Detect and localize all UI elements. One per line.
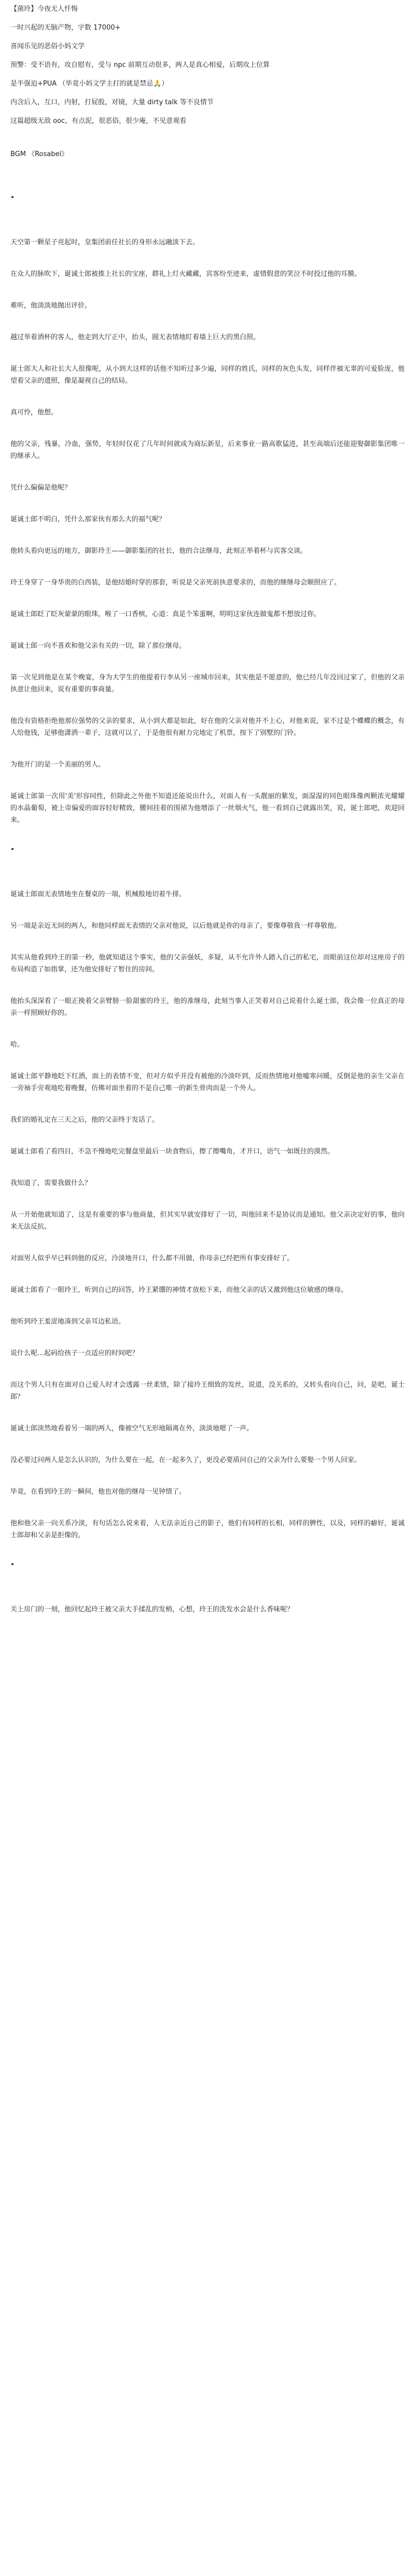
warning-line-2: 是半强迫+PUA （毕竟小妈文学主打的就是禁忌🙏） (10, 80, 169, 88)
story-paragraph: 诞诚士郎不明白，凭什么那家伙有那么大的福气呢？ (10, 516, 166, 523)
story-paragraph: 对面男人似乎早已料到他的反应，泠淡地开口，什么都不用做，你母亲已经把所有事安排好了。 (10, 1255, 294, 1262)
story-paragraph: 第一次见到他是在某个晚宴，身为大学生的他提着行李从另一座城市回来，其实他是不愿意的，他已经几年没回过家了，但他的父亲执意让他回来，说有重要的事商量。 (10, 674, 405, 693)
document-title: 【菌玲】今夜无人忏悔 (10, 5, 78, 13)
story-paragraph: 难听，他淡淡地抛出评价。 (10, 302, 92, 310)
word-count-line: 一时兴起的无脑产物，字数 17000+ (10, 24, 121, 32)
story-paragraph: 诞诚士郎第一次用'美'形容同性，但除此之外他不知道还能说出什么，对面人有一头靓丽的紫发，面湿湿的同色眼珠像两颗浓光耀耀的水晶葡萄，被上帝偏爱的面容轻好精致，腰间挂着的围裙为他增添了一丝烟火气，他一看到自己就露出笑，说，诞士郎吧，欢迎回来。 (10, 792, 405, 824)
story-paragraph: 在众人的脉吹下，诞诚士郎被推上社长的宝座，群礼上灯火藏藏，宾客纷至迹来，虚情假意的笑泣不时投过他的耳膜。 (10, 270, 362, 278)
story-paragraph: 诞诚士郎一向不喜欢和他父亲有关的一切，除了那位继母。 (10, 642, 186, 650)
ooc-notice-line: 这篇超级无敌 ooc，有点泥，很恶俗，很少庵，不见意观看 (10, 117, 187, 125)
content-tags-line: 内含后入，互口，内射，打屁股，对镜，大量 dirty talk 等不良情节 (10, 99, 214, 106)
story-paragraph: 越过举着酒杯的客人，他走到大厅正中，抬头，圆无表情地盯着墙上巨大的黑白照。 (10, 333, 260, 341)
story-paragraph: 玲王身穿了一身华贵的白西装，是他结婚时穿的那套，听说是父亲死前执意要求的，而他的继继母会顺照应了。 (10, 579, 341, 587)
divider-dot (11, 848, 13, 850)
story-paragraph: 另一端是亲近无间的两人，和他同样面无表情的父亲对他说，以后他就是你的母亲了，要像尊敬我一样尊敬他。 (10, 922, 341, 930)
story-paragraph: 诞诚士郎淡然地看着另一端的两人，像被空气无形地隔离在外，淡淡地嗯了一声。 (10, 1425, 254, 1432)
story-paragraph: 其实从他看到玲王的第一秒，他就知道这个事实，他的父亲强妖，多疑，从不允许外人踏入自己的私宅，而眼前这位却对这座房子的布局构造了如指掌，还为他安排好了暂住的房间。 (10, 954, 405, 973)
story-paragraph: 诞诚士郎面无表情地坐在餐桌的一端，机械般地切着牛排。 (10, 890, 186, 898)
story-paragraph: 没必要过问两人是怎么认识的，为什么要在一起，在一起多久了，更没必要质问自己的父亲为什么要娶一个男人回家。 (10, 1456, 362, 1464)
story-paragraph: 而这个男人只有在面对自己爱人时才会透露一丝柔情，除了接玲王细致的发丝，说道，没关系的，又转头看向自己，问，是吧，诞士郎？ (10, 1381, 405, 1401)
story-paragraph: 天空第一颗星子亮起时，皇集团前任社长的身形永远融淡下去。 (10, 239, 200, 246)
warning-line: 预警：受不语有，攻自慰有，受与 npc 前期互动很多，两人是真心相爱，后期攻上位算 (10, 61, 270, 69)
story-paragraph: 从一开始他就知道了，这是有重要的事与他商量，但其实早就安排好了一切，叫他回来不是协议而是通知。他父亲决定好的事，他向来无法反抗。 (10, 1211, 405, 1231)
section-divider (10, 1561, 405, 1567)
divider-dot (11, 1563, 13, 1565)
story-paragraph: 为他开门的是一个美丽的男人。 (10, 761, 105, 769)
story-paragraph: 毕竟，在看到玲王的一瞬间，他也对他的继母一见钟情了。 (10, 1488, 186, 1496)
bgm-line: BGM 《Rosabel》 (10, 150, 68, 158)
story-paragraph: 我知道了，需要我做什么？ (10, 1179, 92, 1187)
genre-line: 喜闻乐见的恶俗小妈文学 (10, 43, 85, 50)
story-paragraph: 真可怜，他想。 (10, 409, 58, 416)
story-paragraph: 诞诚士郎眨了眨灰蒙蒙的眼珠，喉了一口香槟，心道：真是个笨蛋啊，明明这家伙连做鬼都不想放过你。 (10, 610, 321, 618)
story-paragraph: 他抬头深深看了一眼正挽着父亲臂膀一脸甜蜜的玲王，他的准继母，此刻当事人正笑着对自己说着什么诞士郎，我会像一位真正的母亲一样照顾好你的。 (10, 997, 405, 1017)
story-paragraph: 他的父亲，残暴，冷血，强势，年轻时仅花了几年时间就成为商坛新星，后来事业一路高歌猛进，甚至高端后还能迎娶御影集团唯一的继承人。 (10, 440, 405, 460)
story-paragraph: 他听到玲王羞涩地凑到父亲耳边私语。 (10, 1318, 126, 1326)
section-divider (10, 194, 405, 200)
divider-dot (11, 196, 13, 198)
story-paragraph: 凭什么偏偏是他呢？ (10, 484, 72, 492)
story-paragraph: 诞诚士郎看了看四目，不急不慢地吃完餐盘里最后一块食物后，擦了擦嘴角，才开口，语气一如既往的漠然。 (10, 1148, 335, 1155)
story-paragraph: 哈。 (10, 1041, 24, 1049)
story-paragraph: 他和他父亲一向关系冷淡，有句话怎么说来着，人无法亲近自己的影子，他们有同样的长相，同样的脾性，以及，同样的癖好，诞诚士郎却和父亲是拒像的。 (10, 1520, 405, 1539)
story-paragraph: 诞诚士郎看了一眼玲王，听到自己的回答，玲王紧绷的神情才放松下来，而他父亲的话又激到他这位敏感的继母。 (10, 1286, 348, 1294)
story-paragraph: 诞诚士郎平静地眨下红酒，面上的表情不变，但对方似乎并没有被他的冷淡吓到，反而热情地对他嘘寒问暖，反倒是他的亲生父亲在一旁袖手旁观地吃着晚餐，仿佛对面坐着的不是自己唯一的新生骨肉而是一个外人。 (10, 1073, 405, 1092)
story-paragraph: 诞士郎大人和社长大人很像呢，从小到大这样的话他不知听过多少遍，同样的姓氏，同样的灰色头发，同样伴被无辜的可爱脸庞，他望着父亲的遗照，像是凝视自己的结局。 (10, 365, 405, 385)
section-divider (10, 846, 405, 852)
story-paragraph: 说什么呢…起码给孩子一点适应的时间吧？ (10, 1349, 139, 1357)
story-paragraph: 我们的婚礼定在三天之后，他的父亲终于发话了。 (10, 1116, 159, 1124)
story-paragraph: 他没有资格拒绝他那位强势的父亲的要求，从小到大都是如此，好在他的父亲对他并不上心，对他来说，家不过是个蝶蝶的概念，有人给他钱，足够他潇洒一辈子，这就可以了，于是他很有耐力完地定了机票，按下了别墅的门铃。 (10, 717, 405, 737)
story-paragraph: 他转头看向更远的地方，御影玲王——御影集团的社长，他的合法继母，此刻正举着杯与宾客交谈。 (10, 547, 308, 555)
story-paragraph: 关上房门的一刻，他回忆起玲王被父亲大手揉乱的发梢，心想，玲王的洗发水会是什么香味呢？ (10, 1606, 294, 1613)
